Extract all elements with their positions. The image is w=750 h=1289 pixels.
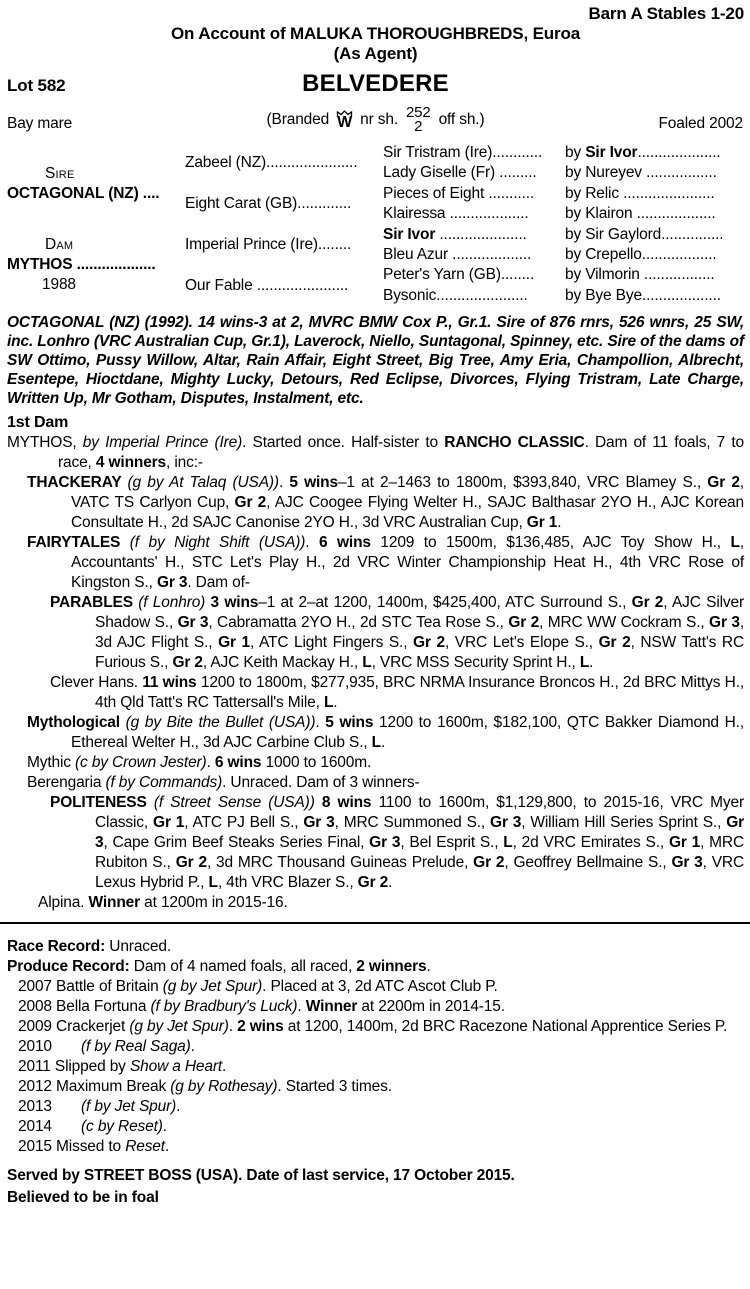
sire-summary-paragraph	[7, 313, 744, 408]
text-segment: , VRC MSS Security Sprint H.,	[371, 654, 580, 671]
text-segment: .	[305, 534, 319, 551]
text-segment: .	[176, 1098, 181, 1115]
text-segment: 2 wins	[237, 1018, 284, 1035]
pedigree-gen3-cell: Bleu Azur ...................	[383, 245, 532, 263]
pedigree-gen2-column	[185, 143, 383, 306]
brand-mark-icon	[336, 110, 353, 130]
text-segment: 11 wins	[142, 674, 197, 691]
gen4-name: Crepello	[585, 245, 642, 263]
gen4-name: Klairon	[585, 205, 637, 223]
title-row	[7, 68, 744, 99]
text-segment: Gr 1	[668, 834, 701, 851]
gen4-name: Nureyev	[585, 164, 647, 182]
gen3-name: Sir Tristram (Ire)	[383, 144, 493, 161]
pedigree-gen2-cell: Zabeel (NZ)......................	[185, 154, 358, 172]
produce-line: 2011 Slipped by Show a Heart.	[18, 1058, 227, 1075]
text-segment: Gr 1	[526, 514, 558, 531]
produce-line: 2014 (c by Reset).	[18, 1118, 167, 1135]
text-segment: Gr 3	[303, 814, 335, 831]
text-segment: Dam of 4 named foals, all raced,	[129, 958, 357, 975]
text-segment: Winner	[88, 894, 140, 911]
text-segment: Mythic	[27, 754, 76, 771]
text-segment: , Accountants' H., STC Let's Play H., 2d VRC Winter Championship Heat H., 4th VRC Rose of Kingston S.,	[71, 534, 744, 591]
text-segment: Mythological	[27, 714, 126, 731]
pedigree-gen1-column	[7, 143, 185, 306]
pedigree-gen4-cell: by Relic ......................	[565, 184, 715, 202]
brand-prefix: (Branded	[266, 111, 330, 128]
pedigree-row	[383, 225, 744, 245]
text-segment: , MRC WW Cockram S.,	[539, 614, 710, 631]
gen3-name: Bleu Azur	[383, 245, 453, 263]
text-segment: at 1200m in 2015-16.	[140, 894, 288, 911]
text-segment: .	[164, 1138, 170, 1155]
pedigree-table	[7, 143, 744, 306]
text-segment: .	[228, 1018, 238, 1035]
dam-box	[7, 225, 185, 307]
pedigree-gen4-cell: by Crepello..................	[565, 245, 717, 263]
pedigree-gen3-cell: Lady Giselle (Fr) .........	[383, 164, 537, 182]
pedigree-gen3-cell: Sir Ivor .....................	[383, 225, 527, 243]
text-segment: Berengaria	[27, 774, 106, 791]
pedigree-gen4-cell: by Vilmorin .................	[565, 266, 715, 284]
dam-label: Dam	[45, 236, 74, 254]
pedigree-entry	[7, 593, 744, 673]
pedigree-entry	[7, 713, 744, 753]
brand-description	[7, 99, 744, 141]
text-segment: (c by Reset)	[81, 1118, 163, 1135]
produce-line: 2009 Crackerjet (g by Jet Spur). 2 wins at 1200, 1400m, 2d BRC Racezone National Apprentice Series P.	[18, 1018, 728, 1035]
text-segment: at 1200, 1400m, 2d BRC Racezone National Apprentice Series P.	[283, 1018, 728, 1035]
sire-name: OCTAGONAL (NZ) ....	[7, 184, 160, 202]
text-segment: Gr 1	[153, 814, 185, 831]
text-segment: Gr 2	[357, 874, 389, 891]
text-segment: Produce Record:	[7, 958, 130, 975]
pedigree-row	[383, 204, 744, 224]
text-segment: 8 wins	[321, 794, 372, 811]
pedigree-entry	[7, 473, 744, 533]
text-segment: (f by Night Shift (USA))	[129, 534, 306, 551]
text-segment: .	[190, 1038, 195, 1055]
gen4-name: Sir Ivor	[585, 144, 638, 161]
text-segment: . Unraced. Dam of 3 winners-	[222, 774, 420, 791]
text-segment: Unraced.	[105, 938, 171, 955]
text-segment: THACKERAY	[27, 474, 128, 491]
barn-stables-header: Barn A Stables 1-20	[588, 4, 744, 23]
pedigree-row	[383, 265, 744, 285]
text-segment: (c by Crown Jester)	[75, 754, 207, 771]
text-segment: , 2d VRC Emirates S.,	[512, 834, 669, 851]
produce-line: 2010 (f by Real Saga).	[18, 1038, 195, 1055]
text-segment: .	[206, 754, 215, 771]
pedigree-row	[383, 245, 744, 265]
text-segment: .	[297, 998, 306, 1015]
text-segment: Gr 2	[234, 494, 267, 511]
produce-line: 2015 Missed to Reset.	[18, 1138, 170, 1155]
text-segment: Alpina.	[38, 894, 89, 911]
pedigree-gen2-cell: Eight Carat (GB).............	[185, 195, 352, 213]
foaled-year: Foaled 2002	[658, 115, 743, 132]
text-segment: , 4th VRC Blazer S.,	[217, 874, 358, 891]
brand-number-bottom: 2	[414, 118, 423, 135]
text-segment: , Bel Esprit S.,	[400, 834, 504, 851]
text-segment: Crackerjet	[56, 1018, 130, 1035]
text-segment: Gr 3	[490, 814, 522, 831]
text-segment: 5 wins	[289, 474, 338, 491]
text-segment: Show a Heart	[129, 1058, 223, 1075]
pedigree-gen4-cell: by Klairon ...................	[565, 205, 716, 223]
pedigree-entry	[7, 433, 744, 473]
text-segment: , VRC Lexus Hybrid P.,	[95, 854, 745, 891]
text-segment: , MRC Rubiton S.,	[95, 834, 745, 871]
pedigree-gen3-cell: Bysonic......................	[383, 286, 528, 304]
text-segment: L	[371, 734, 381, 751]
text-segment: .	[278, 474, 290, 491]
brand-number	[406, 106, 431, 134]
service-line: Served by STREET BOSS (USA). Date of last service, 17 October 2015.	[7, 1167, 515, 1184]
pedigree-entry	[7, 753, 744, 773]
gen4-name: Relic	[585, 184, 624, 202]
pedigree-gen3-cell: Peter's Yarn (GB)........	[383, 266, 535, 284]
text-segment: FAIRYTALES	[27, 534, 130, 551]
text-segment: Gr 3	[369, 834, 401, 851]
text-segment: L	[208, 874, 218, 891]
text-segment: MYTHOS,	[7, 434, 83, 451]
brand-letter: W	[337, 114, 353, 131]
text-segment: .	[557, 514, 562, 531]
text-segment: –1 at 2–1463 to 1800m, $393,840, VRC Blamey S.,	[337, 474, 708, 491]
pedigree-row	[383, 286, 744, 306]
text-segment: L	[579, 654, 590, 671]
first-dam-heading: 1st Dam	[7, 414, 69, 431]
race-record-line	[7, 937, 744, 957]
text-segment: Gr 1	[218, 634, 251, 651]
text-segment: 4 winners	[95, 454, 167, 471]
text-segment: (g by Rothesay)	[170, 1078, 278, 1095]
text-segment: , inc:-	[166, 454, 203, 471]
text-segment: , VATC TS Carlyon Cup,	[71, 474, 744, 511]
text-segment: . Placed at 3, 2d ATC Ascot Club P.	[262, 978, 498, 995]
horse-name: BELVEDERE	[302, 70, 449, 97]
text-segment: 3 wins	[210, 594, 259, 611]
pedigree-gen3-cell: Pieces of Eight ...........	[383, 184, 535, 202]
produce-line: 2008 Bella Fortuna (f by Bradbury's Luck). Winner at 2200m in 2014-15.	[18, 998, 505, 1015]
produce-line: 2007 Battle of Britain (g by Jet Spur). Placed at 3, 2d ATC Ascot Club P.	[18, 978, 498, 995]
text-segment: by Imperial Prince (Ire)	[82, 434, 243, 451]
text-segment: (f by Jet Spur)	[81, 1098, 177, 1115]
text-segment: Race Record:	[7, 938, 106, 955]
account-line: On Account of MALUKA THOROUGHBREDS, Euroa	[170, 24, 581, 43]
text-segment: –1 at 2–at 1200, 1400m, $425,400, ATC Surround S.,	[258, 594, 632, 611]
text-segment: 1200 to 1600m, $182,100, QTC Bakker Diamond H., Ethereal Welter H., 3d AJC Carbine Club S.,	[71, 714, 744, 751]
text-segment: , 3d MRC Thousand Guineas Prelude,	[206, 854, 474, 871]
brand-off-shoulder: off sh.)	[438, 111, 485, 128]
text-segment: Gr 2	[631, 594, 664, 611]
section-divider	[0, 922, 750, 924]
gen3-name: Peter's Yarn (GB)	[383, 266, 501, 284]
text-segment: (f by Real Saga)	[81, 1038, 191, 1055]
text-segment: at 2200m in 2014-15.	[357, 998, 505, 1015]
text-segment: Gr 2	[707, 474, 740, 491]
text-segment: (f by Commands)	[105, 774, 223, 791]
text-segment: .	[381, 734, 386, 751]
text-segment: 6 wins	[319, 534, 371, 551]
text-segment: Gr 2	[413, 634, 445, 651]
text-segment: (f by Bradbury's Luck)	[150, 998, 298, 1015]
first-dam-entries	[7, 433, 744, 913]
text-segment: Battle of Britain	[56, 978, 163, 995]
lot-number: Lot 582	[7, 76, 66, 95]
pedigree-gen3-cell: Klairessa ...................	[383, 205, 529, 223]
pedigree-entry	[7, 793, 744, 893]
text-segment: . Started 3 times.	[277, 1078, 392, 1095]
text-segment: Gr 2	[508, 614, 540, 631]
text-segment: (g by At Talaq (USA))	[127, 474, 279, 491]
pedigree-gen4-cell: by Nureyev .................	[565, 164, 717, 182]
pedigree-gen3-cell: Sir Tristram (Ire)............	[383, 144, 543, 161]
gen3-name: Lady Giselle (Fr)	[383, 164, 500, 182]
text-segment: Gr 2	[598, 634, 631, 651]
text-segment: Clever Hans.	[50, 674, 143, 691]
produce-record-line	[7, 957, 744, 977]
pedigree-gen4-cell: by Sir Ivor....................	[565, 144, 721, 161]
text-segment: Gr 2	[473, 854, 505, 871]
text-segment: Reset	[125, 1138, 165, 1155]
text-segment: (g by Jet Spur)	[162, 978, 263, 995]
text-segment: , NSW Tatt's RC Furious S.,	[95, 634, 745, 671]
text-segment: . Dam of-	[187, 574, 250, 591]
text-segment: RANCHO CLASSIC	[444, 434, 585, 451]
brand-number-top: 252	[405, 104, 431, 121]
text-segment: 1000 to 1600m.	[261, 754, 372, 771]
text-segment: , VRC Let's Elope S.,	[444, 634, 599, 651]
gen3-name: Sir Ivor	[383, 225, 440, 243]
pedigree-gen4-cell: by Bye Bye...................	[565, 286, 721, 304]
text-segment: .	[388, 874, 393, 891]
dam-year: 1988	[42, 276, 76, 294]
brand-near-shoulder: nr sh.	[360, 111, 398, 128]
text-segment: .	[315, 714, 326, 731]
text-segment: POLITENESS	[50, 794, 154, 811]
pedigree-entry	[7, 533, 744, 593]
text-segment: Bella Fortuna	[56, 998, 151, 1015]
text-segment: Maximum Break	[56, 1078, 171, 1095]
gen3-name: Bysonic	[383, 286, 437, 304]
pedigree-gen4-cell: by Sir Gaylord...............	[565, 225, 724, 243]
text-segment: Gr 3	[709, 614, 740, 631]
text-segment: , AJC Keith Mackay H.,	[202, 654, 363, 671]
text-segment: . Dam of 11 foals, 7 to race,	[58, 434, 744, 471]
text-segment: PARABLES	[50, 594, 139, 611]
text-segment: Gr 3	[95, 814, 744, 851]
text-segment: (g by Bite the Bullet (USA))	[125, 714, 316, 731]
text-segment: L	[362, 654, 372, 671]
text-segment: (f Lonhro)	[138, 594, 211, 611]
text-segment: Missed to	[56, 1138, 126, 1155]
produce-line: 2013 (f by Jet Spur).	[18, 1098, 181, 1115]
pedigree-gen3-gen4-columns	[383, 143, 744, 306]
pedigree-entry	[7, 673, 744, 713]
gen4-name: Vilmorin	[585, 266, 644, 284]
gen4-name: Bye Bye	[585, 286, 642, 304]
produce-line: 2012 Maximum Break (g by Rothesay). Started 3 times.	[18, 1078, 392, 1095]
text-segment: (f Street Sense (USA))	[153, 794, 322, 811]
text-segment: .	[222, 1058, 227, 1075]
text-segment: Gr 2	[172, 654, 203, 671]
text-segment: .	[589, 654, 594, 671]
gen3-name: Klairessa	[383, 205, 450, 223]
dam-name: MYTHOS ...................	[7, 256, 156, 274]
text-segment: 2 winners	[356, 958, 427, 975]
sex-description: Bay mare	[7, 115, 73, 132]
text-segment: Gr 2	[175, 854, 207, 871]
text-segment: , MRC Summoned S.,	[334, 814, 491, 831]
text-segment: , ATC PJ Bell S.,	[184, 814, 304, 831]
description-row	[7, 99, 744, 141]
text-segment: Gr 3	[671, 854, 703, 871]
text-segment: L	[503, 834, 513, 851]
pedigree-row	[383, 163, 744, 183]
pedigree-entry	[7, 893, 744, 913]
sire-box	[7, 143, 185, 225]
text-segment: L	[323, 694, 334, 711]
text-segment: Winner	[305, 998, 358, 1015]
pedigree-entry	[7, 773, 744, 793]
text-segment: 6 wins	[214, 754, 262, 771]
in-foal-line: Believed to be in foal	[7, 1189, 159, 1206]
sire-label: Sire	[45, 164, 75, 182]
text-segment: 5 wins	[325, 714, 374, 731]
text-segment: , 3d AJC Flight S.,	[95, 614, 744, 651]
text-segment: Slipped by	[54, 1058, 130, 1075]
pedigree-row	[383, 143, 744, 163]
text-segment: . Started once. Half-sister to	[242, 434, 445, 451]
text-segment: L	[730, 534, 740, 551]
produce-list	[7, 977, 744, 1157]
text-segment: , Cape Grim Beef Steaks Series Final,	[103, 834, 370, 851]
text-segment: 1209 to 1500m, $136,485, AJC Toy Show H.,	[370, 534, 731, 551]
text-segment: , Geoffrey Bellmaine S.,	[504, 854, 672, 871]
text-segment: Gr 3	[177, 614, 209, 631]
text-segment: 1100 to 1600m, $1,129,800, to 2015-16, VRC Myer Classic,	[95, 794, 744, 831]
text-segment: 1200 to 1800m, $277,935, BRC NRMA Insurance Broncos H., 2d BRC Mittys H., 4th Qld Tatt's RC Tattersall's Mile,	[95, 674, 745, 711]
as-agent-line: (As Agent)	[333, 44, 418, 63]
text-segment: .	[333, 694, 338, 711]
text-segment: Gr 3	[156, 574, 188, 591]
pedigree-gen2-cell: Our Fable ......................	[185, 276, 349, 294]
text-segment: , Cabramatta 2YO H., 2d STC Tea Rose S.,	[208, 614, 509, 631]
gen3-name: Pieces of Eight	[383, 184, 489, 202]
text-segment: , AJC Coogee Flying Welter H., SAJC Balthasar 2YO H., AJC Korean Consultate H., 2d SAJC Canonise 2YO H., 3d VRC Australian Cup,	[71, 494, 744, 531]
text-segment: (g by Jet Spur)	[129, 1018, 229, 1035]
pedigree-row	[383, 184, 744, 204]
text-segment: , ATC Light Fingers S.,	[250, 634, 414, 651]
text-segment: .	[426, 958, 431, 975]
text-segment: OCTAGONAL (NZ) (1992). 14 wins-3 at 2, MVRC BMW Cox P., Gr.1. Sire of 876 rnrs, 526 wnrs, 25 SW, inc. Lonhro (VRC Australian Cup, Gr.1), Laverock, Niello, Suntagonal, Spinney, etc. Sire of the dams of SW Ottimo, Pussy Willow, Altar, Rain Affair, Eight Street, Big Tree, Amy Eria, Champollion, Albrecht, Esentepe, Hioctdane, Mighty Lucky, Detours, Red Eclipse, Divorces, Flying Tristram, Late Charge, Written Up, Mr Gotham, Disputes, Instalment, etc.	[7, 314, 744, 407]
pedigree-gen2-cell: Imperial Prince (Ire)........	[185, 235, 352, 253]
text-segment: , William Hill Series Sprint S.,	[521, 814, 727, 831]
gen4-name: Sir Gaylord	[585, 225, 662, 243]
text-segment: .	[162, 1118, 167, 1135]
text-segment: , AJC Silver Shadow S.,	[95, 594, 744, 631]
